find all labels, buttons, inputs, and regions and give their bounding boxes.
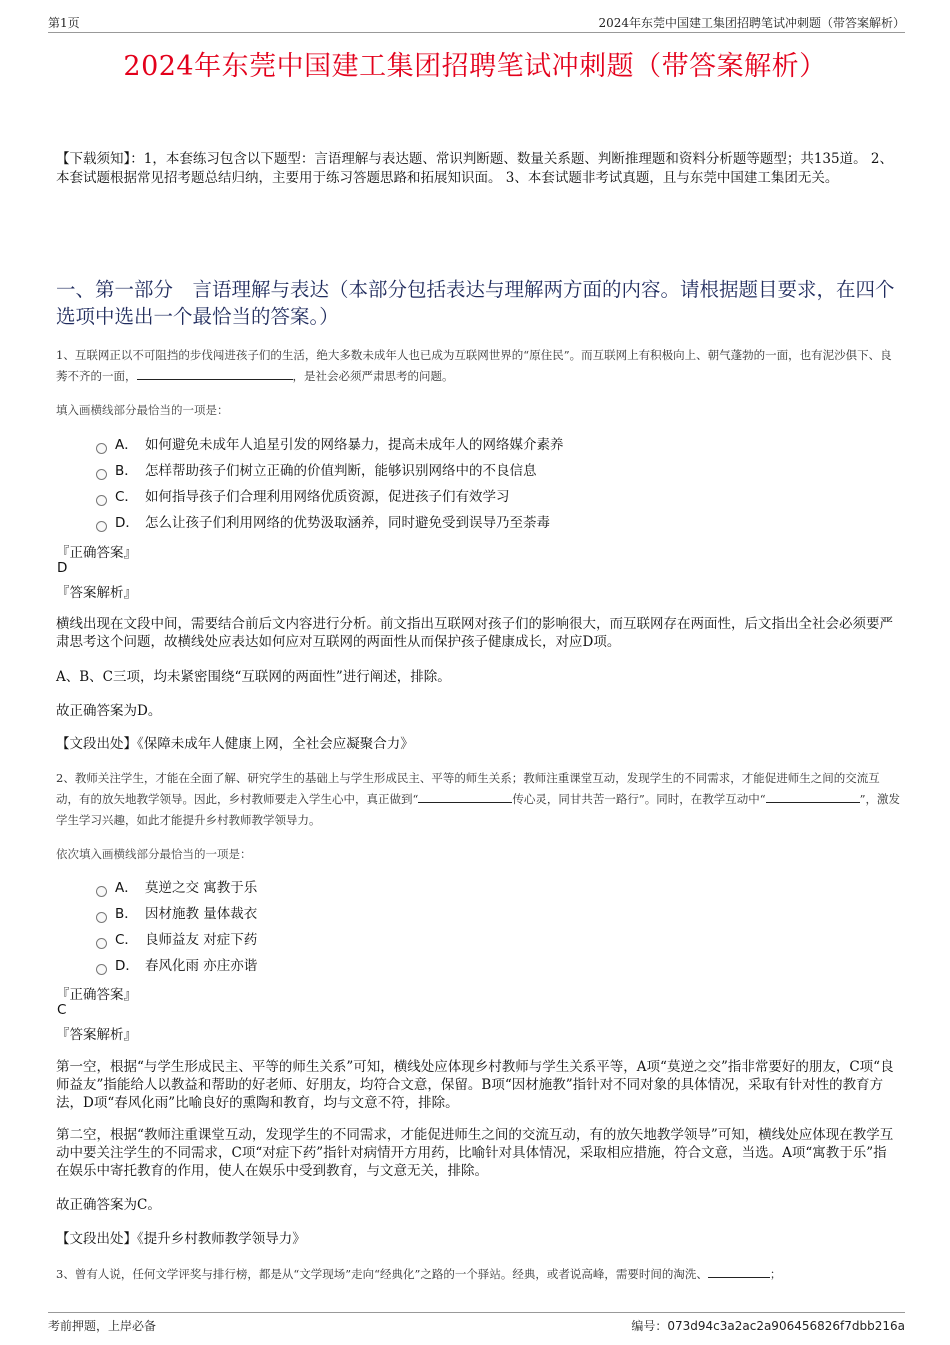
- analysis-label: 『答案解析』: [56, 585, 137, 601]
- correct-answer-label: 『正确答案』: [56, 987, 137, 1003]
- option-b[interactable]: B． 因材施教 量体裁衣: [96, 901, 257, 927]
- option-c[interactable]: C． 良师益友 对症下药: [96, 927, 257, 953]
- correct-answer-value: C: [57, 1002, 67, 1018]
- question-2-text: 2、教师关注学生，才能在全面了解、研究学生的基础上与学生形成民主、平等的师生关系；教师注重课堂互动，发现学生的不同需求，才能促进师生之间的交流互动，有的放矢地教学领导。因此，乡村教师要走入学生心中，真正做到“ 传心灵，同甘共苦一路行”。同时，在教学互动中“ ”，激发学生学习兴趣，如此才能提升乡村教师教学领导力。: [56, 771, 901, 827]
- source-citation: 【文段出处】《提升乡村教师教学领导力》: [56, 1231, 306, 1247]
- fill-blank: [708, 1265, 770, 1278]
- analysis-paragraph: 第二空，根据“教师注重课堂互动，发现学生的不同需求，才能促进师生之间的交流互动，有的放矢地教学领导”可知，横线处应体现在教学互动中要关注学生的不同需求，C项“对症下药”指针对病情开方用药，比喻针对具体情况，采取相应措施，符合文意，当选。A项“寓教于乐”指在娱乐中寄托教育的作用，使人在娱乐中受到教育，与文意无关，排除。: [56, 1127, 894, 1179]
- download-notice: 【下载须知】：1，本套练习包含以下题型：言语理解与表达题、常识判断题、数量关系题、判断推理题和资料分析题等题型；共135道。 2、本套试题根据常见招考题总结归纳，主要用于练习答题思路和拓展知识面。 3、本套试题非考试真题，且与东莞中国建工集团无关。: [56, 151, 893, 186]
- correct-answer-label: 『正确答案』: [56, 545, 137, 561]
- radio-icon[interactable]: [96, 886, 107, 897]
- option-a[interactable]: A． 如何避免未成年人追星引发的网络暴力，提高未成年人的网络媒介素养: [96, 432, 564, 458]
- source-citation: 【文段出处】《保障未成年人健康上网，全社会应凝聚合力》: [56, 736, 414, 752]
- analysis-paragraph: 故正确答案为C。: [56, 1197, 161, 1213]
- radio-icon[interactable]: [96, 938, 107, 949]
- question-1-options: [96, 432, 564, 536]
- analysis-paragraph: A、B、C三项，均未紧密围绕“互联网的两面性”进行阐述，排除。: [56, 669, 451, 685]
- correct-answer-value: D: [57, 560, 68, 576]
- fill-blank: [137, 367, 293, 380]
- page-number: 第1页: [48, 16, 80, 30]
- fill-blank: [766, 790, 860, 803]
- radio-icon[interactable]: [96, 912, 107, 923]
- question-2-options: [96, 875, 257, 979]
- question-1-text: 1、互联网正以不可阻挡的步伐闯进孩子们的生活，绝大多数未成年人也已成为互联网世界的“原住民”。而互联网上有积极向上、朝气蓬勃的一面，也有泥沙俱下、良莠不齐的一面， ，是社会必须严肃思考的问题。: [56, 348, 892, 383]
- document-code: 编号：073d94c3a2ac2a906456826f7dbb216a: [631, 1319, 905, 1333]
- radio-icon[interactable]: [96, 443, 107, 454]
- radio-icon[interactable]: [96, 495, 107, 506]
- option-d[interactable]: D． 怎么让孩子们利用网络的优势汲取涵养，同时避免受到误导乃至荼毒: [96, 510, 564, 536]
- radio-icon[interactable]: [96, 964, 107, 975]
- page-header: [48, 12, 905, 33]
- option-b[interactable]: B． 怎样帮助孩子们树立正确的价值判断，能够识别网络中的不良信息: [96, 458, 564, 484]
- header-doc-title: 2024年东莞中国建工集团招聘笔试冲刺题（带答案解析）: [598, 16, 905, 30]
- question-1-prompt: 填入画横线部分最恰当的一项是：: [56, 403, 229, 417]
- section-heading: 一、第一部分 言语理解与表达（本部分包括表达与理解两方面的内容。请根据题目要求，在四个选项中选出一个最恰当的答案。）: [56, 278, 895, 328]
- analysis-paragraph: 横线出现在文段中间，需要结合前后文内容进行分析。前文指出互联网对孩子们的影响很大，而互联网存在两面性，后文指出全社会必须要严肃思考这个问题，故横线处应表达如何应对互联网的两面性从而保护孩子健康成长，对应D项。: [56, 616, 893, 650]
- analysis-paragraph: 第一空，根据“与学生形成民主、平等的师生关系”可知，横线处应体现乡村教师与学生关系平等，A项“莫逆之交”指非常要好的朋友，C项“良师益友”指能给人以教益和帮助的好老师、好朋友，均符合文意，保留。B项“因材施教”指针对不同对象的具体情况，采取有针对性的教育方法，D项“春风化雨”比喻良好的熏陶和教育，均与文意不符，排除。: [56, 1059, 894, 1111]
- question-3-text: 3、曾有人说，任何文学评奖与排行榜，都是从“文学现场”走向“经典化”之路的一个驿站。经典，或者说高峰，需要时间的淘洗、 ；: [56, 1267, 782, 1281]
- radio-icon[interactable]: [96, 469, 107, 480]
- page-footer: [48, 1312, 905, 1335]
- question-2-prompt: 依次填入画横线部分最恰当的一项是：: [56, 847, 252, 861]
- fill-blank: [418, 790, 512, 803]
- analysis-label: 『答案解析』: [56, 1027, 137, 1043]
- document-title: 2024年东莞中国建工集团招聘笔试冲刺题（带答案解析）: [123, 51, 827, 82]
- radio-icon[interactable]: [96, 521, 107, 532]
- footer-slogan: 考前押题，上岸必备: [48, 1319, 157, 1333]
- option-d[interactable]: D． 春风化雨 亦庄亦谐: [96, 953, 257, 979]
- analysis-paragraph: 故正确答案为D。: [56, 703, 162, 719]
- option-a[interactable]: A． 莫逆之交 寓教于乐: [96, 875, 257, 901]
- option-c[interactable]: C． 如何指导孩子们合理利用网络优质资源，促进孩子们有效学习: [96, 484, 564, 510]
